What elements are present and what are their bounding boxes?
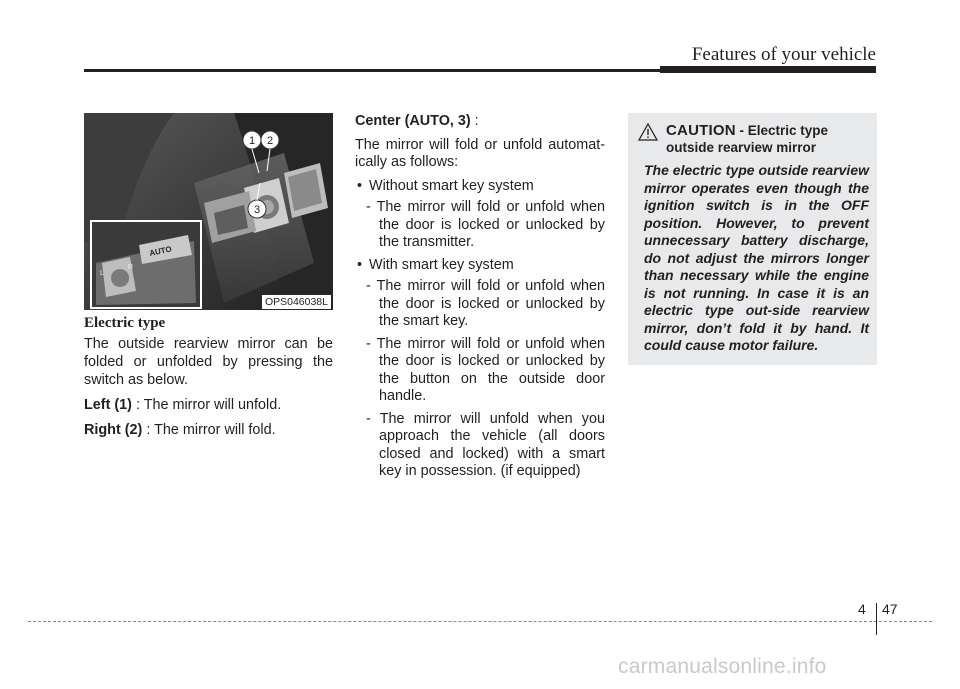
callout-1: 1 bbox=[248, 135, 256, 147]
header-rule-accent bbox=[660, 66, 876, 73]
callout-3: 3 bbox=[253, 204, 261, 216]
caution-body: The electric type outside rearview mirror operates even though the ignition switch is in the OFF position. However, to prevent unnecessary battery discharge, do not adjust the mirrors longer than necessary while the engine is not running. In case it is an electric type out-side rearview mirror, don’t fold it by hand. It could cause motor failure. bbox=[644, 162, 869, 353]
running-header-title: Features of your vehicle bbox=[691, 44, 876, 65]
footer-divider bbox=[876, 603, 877, 635]
caution-subtitle-b: outside rearview mirror bbox=[666, 140, 817, 155]
warning-triangle-icon bbox=[638, 123, 658, 145]
left-item bbox=[84, 396, 333, 414]
mirror-switch-drawing bbox=[84, 113, 333, 310]
mirror-right-label: R bbox=[128, 264, 134, 271]
mirror-switch-illustration bbox=[84, 113, 333, 310]
center-label: Center (AUTO, 3) bbox=[355, 113, 471, 129]
section-subheading: Electric type bbox=[84, 315, 166, 331]
chapter-number: 4 bbox=[858, 601, 866, 617]
bullet-without-smart-key: • Without smart key system bbox=[355, 178, 605, 196]
mirror-left-label: L bbox=[100, 270, 104, 277]
caution-heading bbox=[644, 122, 869, 156]
right-item-text: : The mirror will fold. bbox=[142, 422, 276, 438]
right-item-label: Right (2) bbox=[84, 422, 143, 438]
with-smart-key-detail-2: - The mirror will fold or unfold when the door is locked or unlocked by the button on the outside door handle. bbox=[366, 335, 605, 404]
left-column bbox=[84, 314, 333, 446]
left-item-text: : The mirror will unfold. bbox=[131, 397, 282, 413]
watermark: carmanualsonline.info bbox=[618, 655, 827, 678]
center-intro: The mirror will fold or unfold automat-ically as follows: bbox=[355, 136, 605, 170]
caution-subtitle-a: - Electric type bbox=[735, 123, 829, 138]
right-item bbox=[84, 421, 333, 439]
bullet-with-smart-key: • With smart key system bbox=[355, 257, 605, 275]
auto-switch-label: AUTO bbox=[148, 244, 173, 258]
left-item-label: Left (1) bbox=[84, 397, 132, 413]
center-suffix: : bbox=[470, 113, 479, 129]
header-rule bbox=[84, 69, 660, 72]
caution-box bbox=[628, 113, 877, 365]
intro-paragraph: The outside rearview mirror can be folded or unfolded by pressing the switch as below. bbox=[84, 336, 333, 388]
figure-code: OPS046038L bbox=[262, 295, 331, 309]
without-smart-key-detail: - The mirror will fold or unfold when the door is locked or unlocked by the transmitter. bbox=[366, 199, 605, 250]
callout-2: 2 bbox=[266, 135, 274, 147]
with-smart-key-detail-1: - The mirror will fold or unfold when the door is locked or unlocked by the smart key. bbox=[366, 278, 605, 329]
page-number: 47 bbox=[882, 601, 898, 617]
center-heading bbox=[355, 113, 605, 131]
footer-rule bbox=[28, 621, 932, 622]
middle-column bbox=[355, 113, 605, 486]
with-smart-key-detail-3: - The mirror will unfold when you approach the vehicle (all doors closed and locked) with a smart key in possession. (if equipped) bbox=[366, 410, 605, 479]
caution-word: CAUTION bbox=[666, 122, 736, 139]
